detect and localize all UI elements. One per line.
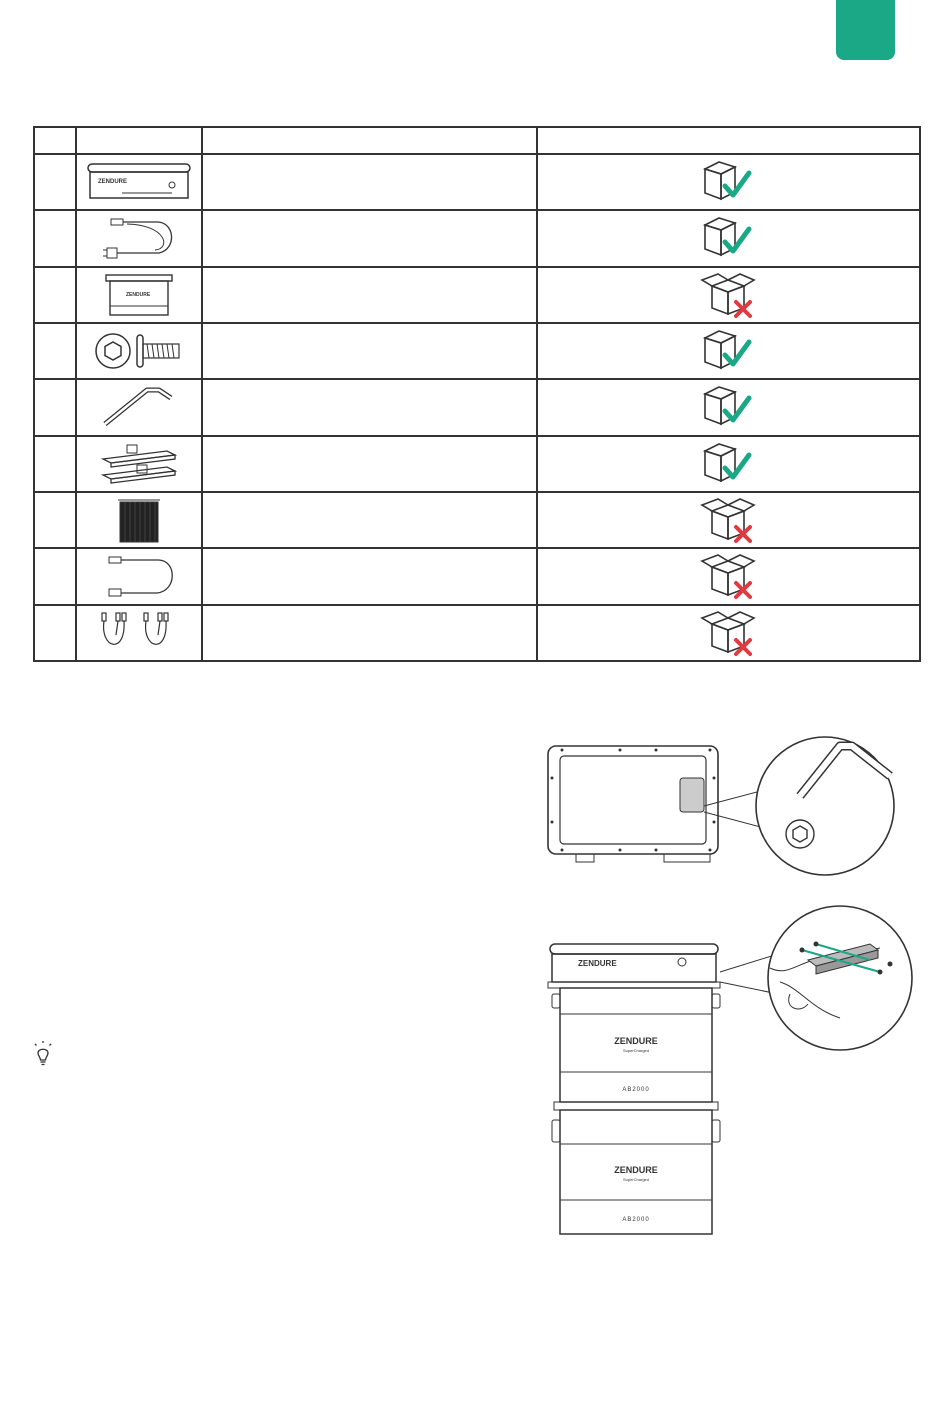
box-check-icon [701,159,757,205]
open-box-x-icon [700,497,758,543]
battery-pack-icon [102,271,176,319]
open-box-x-icon [700,272,758,318]
lightbulb-icon [33,1040,53,1066]
box-check-icon [701,215,757,261]
table-row [34,605,920,661]
box-check-icon [701,384,757,430]
ac-cable-icon [97,215,181,261]
open-box-x-icon [700,553,758,599]
table-row [34,210,920,266]
mc4-cables-icon [96,609,182,657]
battery2-sub-label: SuperCharged [622,1177,650,1182]
hub-brand-label: ZENDURE [578,959,617,968]
box-check-icon [701,441,757,487]
table-row [34,154,920,210]
col-name-header [202,127,537,154]
battery-model-label: AB2000 [622,1087,650,1093]
svg-text:ZENDURE: ZENDURE [98,179,128,186]
table-row [34,492,920,548]
table-row [34,548,920,604]
box-check-icon [701,328,757,374]
battery-sub-label: SuperCharged [622,1048,650,1053]
svg-text:ZENDURE: ZENDURE [126,291,151,298]
table-row [34,436,920,492]
hex-key-icon [99,384,179,430]
stack-assembly-figure [540,898,920,1243]
brackets-icon [97,441,181,487]
battery-cable-icon [97,553,181,599]
table-row [34,379,920,435]
col-image-header [76,127,202,154]
col-number-header [34,127,76,154]
battery2-model-label: AB2000 [622,1217,650,1223]
col-included-header [537,127,920,154]
table-row [34,323,920,379]
screw-washer-icon [89,329,189,373]
hub-unit-icon [82,161,196,203]
battery-brand-label: ZENDURE [614,1036,658,1046]
table-header-row [34,127,920,154]
solar-panel-icon [114,496,164,544]
section-tab-marker [836,0,895,60]
unit-back-figure [540,726,900,876]
open-box-x-icon [700,610,758,656]
table-row [34,267,920,323]
parts-table [33,126,921,662]
battery2-brand-label: ZENDURE [614,1165,658,1175]
